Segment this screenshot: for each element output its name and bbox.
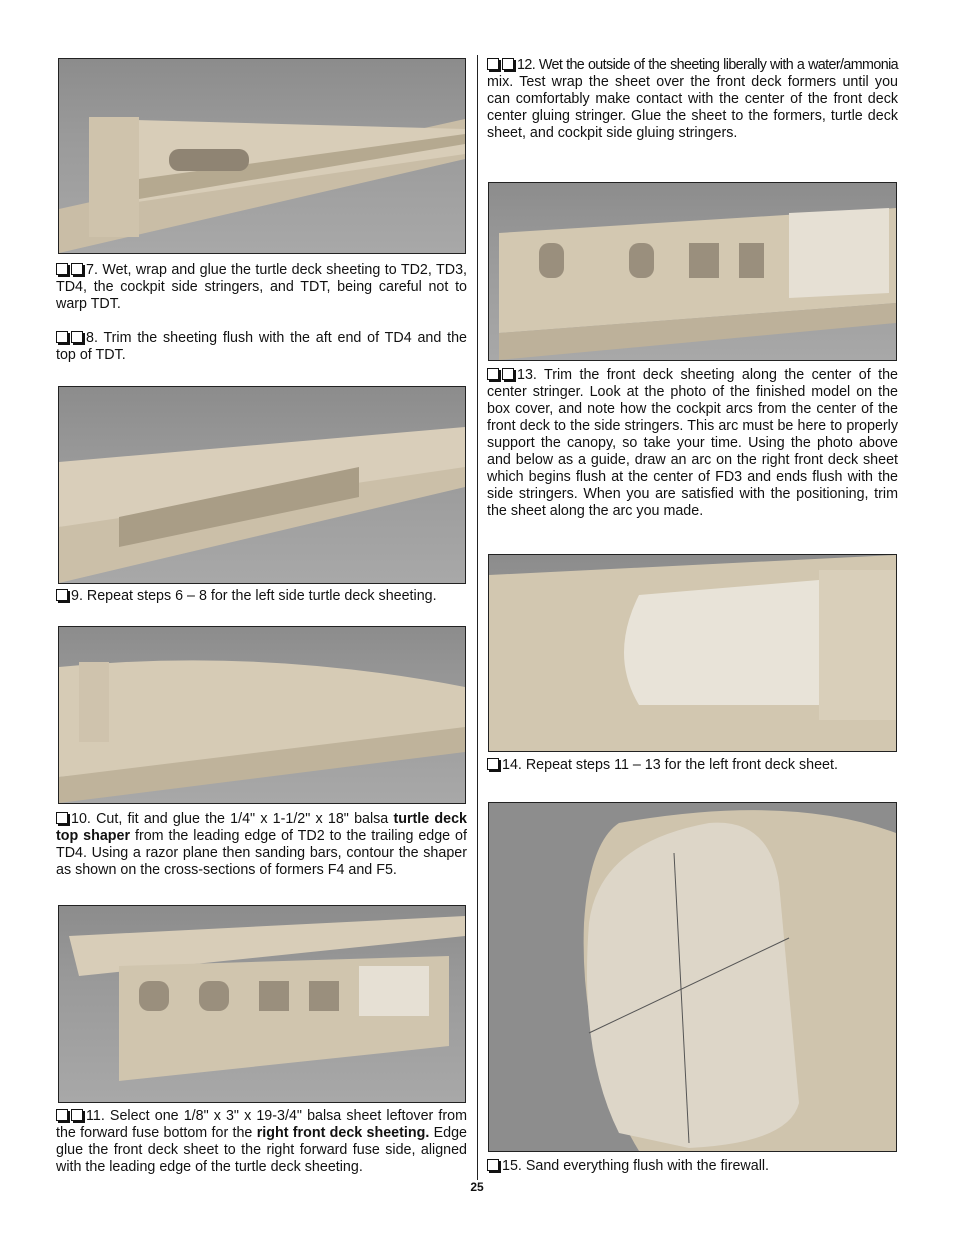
checkbox[interactable] bbox=[56, 1109, 68, 1121]
checkbox[interactable] bbox=[487, 1159, 499, 1171]
photo-icon bbox=[59, 906, 465, 1102]
step-10: 10. Cut, fit and glue the 1/4" x 1-1/2" x 18" balsa turtle deck top shaper from the leading edge of TD2 to the trailing edge of TD4. Using a razor plane then sanding bars, contour the shaper as shown on the cross-sections of formers F4 and F5. bbox=[56, 811, 467, 878]
step-14: 14. Repeat steps 11 – 13 for the left front deck sheet. bbox=[487, 757, 898, 774]
checkbox[interactable] bbox=[56, 589, 68, 601]
checkbox[interactable] bbox=[71, 1109, 83, 1121]
checkbox[interactable] bbox=[502, 58, 514, 70]
column-divider bbox=[477, 55, 478, 1180]
step-7: 7. Wet, wrap and glue the turtle deck sheeting to TD2, TD3, TD4, the cockpit side stringers, and TDT, being careful not to warp TDT. bbox=[56, 262, 467, 312]
photo-icon bbox=[59, 59, 465, 253]
checkbox[interactable] bbox=[71, 331, 83, 343]
photo-icon bbox=[489, 183, 896, 360]
checkbox[interactable] bbox=[56, 263, 68, 275]
checkbox[interactable] bbox=[487, 58, 499, 70]
page-number: 25 bbox=[470, 1180, 484, 1194]
photo-icon bbox=[59, 627, 465, 803]
photo-step-14 bbox=[488, 802, 897, 1152]
photo-step-13 bbox=[488, 554, 897, 752]
step-11: 11. Select one 1/8" x 3" x 19-3/4" balsa sheet leftover from the forward fuse bottom for the right front deck sheeting. Edge glue the front deck sheet to the right forward fuse side, aligned with the leading edge of the turtle deck sheeting. bbox=[56, 1108, 467, 1175]
checkbox[interactable] bbox=[56, 331, 68, 343]
step-9: 9. Repeat steps 6 – 8 for the left side turtle deck sheeting. bbox=[56, 588, 467, 605]
checkbox[interactable] bbox=[502, 368, 514, 380]
checkbox[interactable] bbox=[487, 758, 499, 770]
photo-icon bbox=[59, 387, 465, 583]
checkbox[interactable] bbox=[71, 263, 83, 275]
photo-step-11 bbox=[58, 905, 466, 1103]
step-13: 13. Trim the front deck sheeting along the center of the center stringer. Look at the photo of the finished model on the box cover, and note how the cockpit arcs from the center of the front deck to the side stringers. This arc must be here to properly support the canopy, so take your time. Using the photo above and below as a guide, draw an arc on the right front deck sheet which begins flush at the center of FD3 and ends flush with the side stringers. When you are satisfied with the positioning, trim the sheet along the arc you made. bbox=[487, 367, 898, 519]
step-8: 8. Trim the sheeting flush with the aft end of TD4 and the top of TDT. bbox=[56, 330, 467, 363]
photo-icon bbox=[489, 555, 896, 751]
photo-step-7 bbox=[58, 58, 466, 254]
photo-step-12 bbox=[488, 182, 897, 361]
photo-icon bbox=[489, 803, 896, 1151]
photo-step-10 bbox=[58, 626, 466, 804]
photo-step-8 bbox=[58, 386, 466, 584]
step-15: 15. Sand everything flush with the firewall. bbox=[487, 1158, 898, 1175]
checkbox[interactable] bbox=[56, 812, 68, 824]
step-12: 12. Wet the outside of the sheeting liberally with a water/ammonia mix. Test wrap the sheet over the front deck formers until you can comfortably make contact with the center of the front deck center gluing stringer. Glue the sheet to the formers, turtle deck sheet, and cockpit side gluing stringers. bbox=[487, 57, 898, 141]
checkbox[interactable] bbox=[487, 368, 499, 380]
